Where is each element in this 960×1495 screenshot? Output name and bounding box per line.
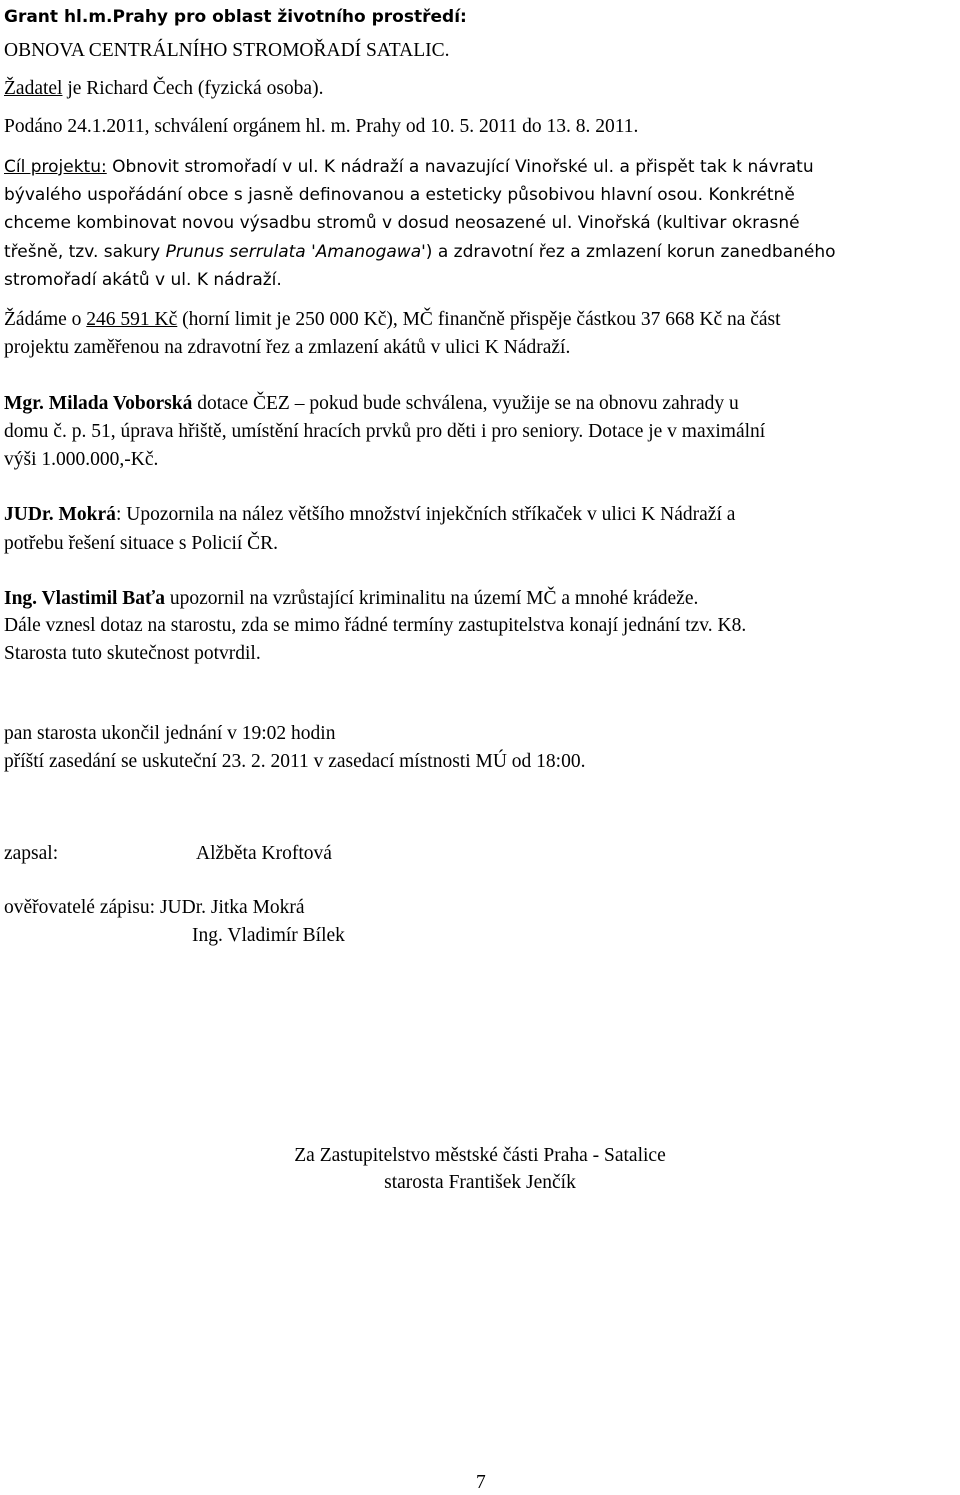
recorder-name: Alžběta Kroftová xyxy=(196,843,332,864)
voborska-name: Milada Voborská xyxy=(43,393,193,414)
project-name: OBNOVA CENTRÁLNÍHO STROMOŘADÍ SATALIC. xyxy=(4,40,450,61)
verifiers-label: ověřovatelé zápisu: xyxy=(4,897,160,918)
verifiers-line xyxy=(4,896,305,920)
goal-text-4a: třešně, tzv. sakury xyxy=(4,242,166,262)
grant-heading: Grant hl.m.Prahy pro oblast životního prostředí: xyxy=(4,7,467,27)
submitted-line: Podáno 24.1.2011, schválení orgánem hl. m. Prahy od 10. 5. 2011 do 13. 8. 2011. xyxy=(4,116,639,137)
applicant-text: je Richard Čech (fyzická osoba). xyxy=(62,78,324,99)
closing-line-1: pan starosta ukončil jednání v 19:02 hodin xyxy=(4,723,336,744)
verifier-2: Ing. Vladimír Bílek xyxy=(192,925,345,946)
voborska-text-1: dotace ČEZ – pokud bude schválena, využije se na obnovu zahrady u xyxy=(192,393,739,414)
bata-line-1 xyxy=(4,587,698,611)
goal-line-4 xyxy=(4,240,836,264)
bata-line-3: Starosta tuto skutečnost potvrdil. xyxy=(4,643,261,664)
bata-title: Ing. xyxy=(4,588,38,609)
bata-line-2: Dále vznesl dotaz na starostu, zda se mimo řádné termíny zastupitelstva konají jednání tzv. K8. xyxy=(4,615,747,636)
closing-line-2: příští zasedání se uskuteční 23. 2. 2011 v zasedací místnosti MÚ od 18:00. xyxy=(4,751,586,772)
voborska-title: Mgr. xyxy=(4,393,44,414)
voborska-line-3: výši 1.000.000,-Kč. xyxy=(4,449,159,470)
page-number: 7 xyxy=(476,1472,486,1493)
bata-name: Vlastimil Baťa xyxy=(37,588,165,609)
request-text-a: Žádáme o xyxy=(4,309,87,330)
voborska-line-1 xyxy=(4,392,739,416)
request-text-b: (horní limit je 250 000 Kč), MČ finančně přispěje částkou 37 668 Kč na část xyxy=(177,309,781,330)
goal-text-4b: ) a zdravotní řez a zmlazení korun zanedbaného xyxy=(425,242,836,262)
cultivar-name: Prunus serrulata 'Amanogawa' xyxy=(165,242,426,262)
mokra-line-2: potřebu řešení situace s Policií ČR. xyxy=(4,533,279,554)
goal-line-2: bývalého uspořádání obce s jasně definovanou a esteticky působivou hlavní osou. Konkrétně xyxy=(4,185,795,205)
applicant-line xyxy=(4,77,323,101)
goal-text-1: Obnovit stromořadí v ul. K nádraží a navazující Vinořské ul. a přispět tak k návratu xyxy=(106,157,814,177)
goal-line-1 xyxy=(4,155,814,179)
applicant-label: Žadatel xyxy=(4,78,63,99)
mokra-line-1 xyxy=(4,503,735,527)
goal-label: Cíl projektu: xyxy=(4,157,107,177)
voborska-line-2: domu č. p. 51, úprava hřiště, umístění hracích prvků pro děti i pro seniory. Dotace je v maximální xyxy=(4,421,766,442)
mokra-text-1: : Upozornila na nález většího množství injekčních stříkaček v ulici K Nádraží a xyxy=(115,504,736,525)
goal-line-3: chceme kombinovat novou výsadbu stromů v dosud neosazené ul. Vinořská (kultivar okrasné xyxy=(4,213,800,233)
bata-text-1: upozornil na vzrůstající kriminalitu na území MČ a mnohé krádeže. xyxy=(164,588,699,609)
verifier-1: JUDr. Jitka Mokrá xyxy=(159,897,305,918)
footer-line-2: starosta František Jenčík xyxy=(384,1172,576,1193)
goal-line-5: stromořadí akátů v ul. K nádraží. xyxy=(4,270,282,290)
recorder-label: zapsal: xyxy=(4,843,59,864)
request-amount: 246 591 Kč xyxy=(86,309,178,330)
request-line-2: projektu zaměřenou na zdravotní řez a zmlazení akátů v ulici K Nádraží. xyxy=(4,337,571,358)
footer-line-1: Za Zastupitelstvo městské části Praha - Satalice xyxy=(294,1145,666,1166)
request-line-1 xyxy=(4,308,781,332)
mokra-title: JUDr. xyxy=(4,504,54,525)
mokra-name: Mokrá xyxy=(53,504,116,525)
